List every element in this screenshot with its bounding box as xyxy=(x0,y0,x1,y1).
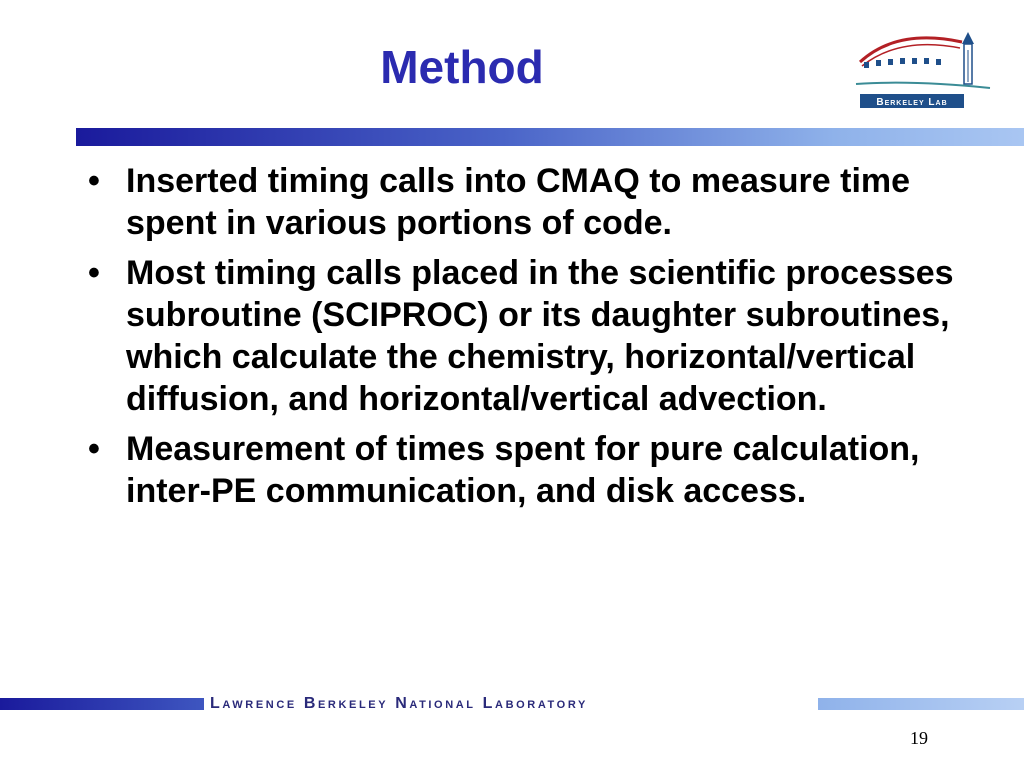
bullet-dot: • xyxy=(88,162,100,200)
footer-lab-name: Lawrence Berkeley National Laboratory xyxy=(210,695,588,712)
bullet-dot: • xyxy=(88,254,100,292)
slide-title: Method xyxy=(380,41,544,93)
bullet-text: Measurement of times spent for pure calculation, inter-PE communication, and disk access. xyxy=(126,430,920,510)
logo-text: Berkeley Lab xyxy=(876,97,948,108)
bullet-dot: • xyxy=(88,430,100,468)
bullet-item xyxy=(86,252,1006,420)
bullet-list xyxy=(86,160,1006,520)
footer-bar-right xyxy=(818,698,1024,710)
bullet-item xyxy=(86,160,1006,244)
bullet-text: Inserted timing calls into CMAQ to measure time spent in various portions of code. xyxy=(126,162,911,242)
berkeley-lab-logo xyxy=(852,22,994,112)
bullet-text: Most timing calls placed in the scientific processes subroutine (SCIPROC) or its daughter subroutines, which calculate the chemistry, horizontal/vertical diffusion, and horizontal/vertical advection. xyxy=(126,254,954,418)
footer-bar-left xyxy=(0,698,204,710)
page-number: 19 xyxy=(910,728,928,748)
bullet-item xyxy=(86,428,1006,512)
title-divider-bar xyxy=(76,128,1024,146)
